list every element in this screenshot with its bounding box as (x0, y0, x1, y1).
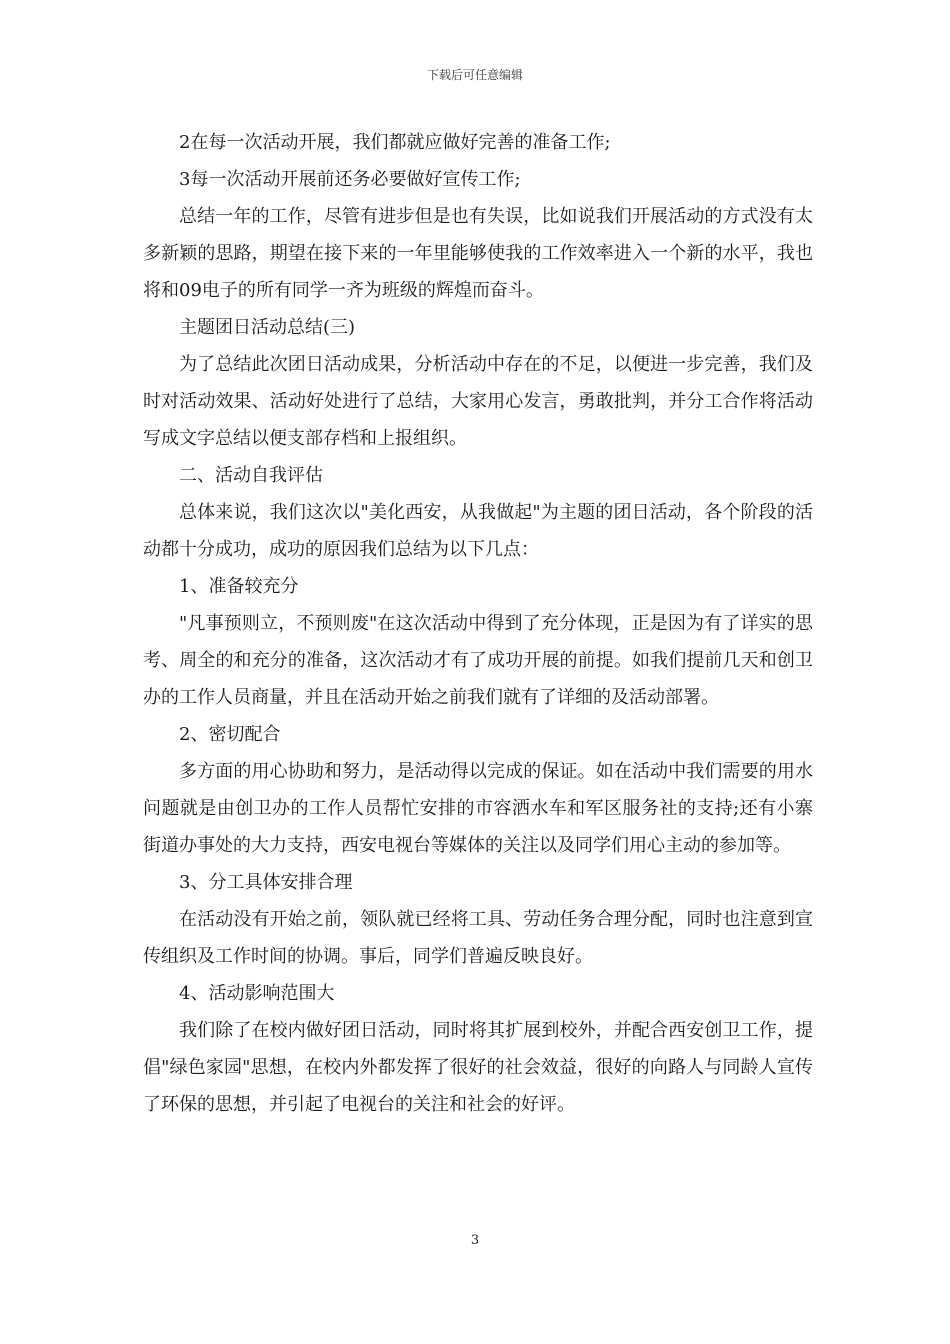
subheading-influence: 4、活动影响范围大 (179, 983, 335, 1004)
document-body (143, 124, 813, 1123)
paragraph-item-2: 2在每一次活动开展，我们都就应做好完善的准备工作; (179, 132, 611, 153)
subheading-division-of-labor: 3、分工具体安排合理 (179, 872, 353, 893)
paragraph-preparation: "凡事预则立，不预则废"在这次活动中得到了充分体现，正是因为有了详实的思考、周全的和充分的准备，这次活动才有了成功开展的前提。如我们提前几天和创卫办的工作人员商量，并且在活动开始之前我们就有了详细的及活动部署。 (143, 613, 813, 708)
paragraph-division-of-labor: 在活动没有开始之前，领队就已经将工具、劳动任务合理分配，同时也注意到宣传组织及工作时间的协调。事后，同学们普遍反映良好。 (143, 909, 813, 967)
subheading-preparation: 1、准备较充分 (179, 576, 299, 597)
subheading-cooperation: 2、密切配合 (179, 724, 281, 745)
paragraph-overall: 总体来说，我们这次以"美化西安，从我做起"为主题的团日活动，各个阶段的活动都十分成功，成功的原因我们总结为以下几点： (143, 502, 813, 560)
paragraph-item-3: 3每一次活动开展前还务必要做好宣传工作; (179, 169, 521, 190)
paragraph-year-summary: 总结一年的工作，尽管有进步但是也有失误，比如说我们开展活动的方式没有太多新颖的思路，期望在接下来的一年里能够使我的工作效率进入一个新的水平，我也将和09电子的所有同学一齐为班级的辉煌而奋斗。 (143, 206, 813, 301)
section-heading-self-evaluation: 二、活动自我评估 (179, 465, 323, 486)
paragraph-influence: 我们除了在校内做好团日活动，同时将其扩展到校外，并配合西安创卫工作，提倡"绿色家园"思想，在校内外都发挥了很好的社会效益，很好的向路人与同龄人宣传了环保的思想，并引起了电视台的关注和社会的好评。 (143, 1020, 813, 1115)
paragraph-intro: 为了总结此次团日活动成果，分析活动中存在的不足，以便进一步完善，我们及时对活动效果、活动好处进行了总结，大家用心发言，勇敢批判，并分工合作将活动写成文字总结以便支部存档和上报组织。 (143, 354, 813, 449)
page-header-note: 下载后可任意编辑 (426, 68, 523, 82)
paragraph-cooperation: 多方面的用心协助和努力，是活动得以完成的保证。如在活动中我们需要的用水问题就是由创卫办的工作人员帮忙安排的市容洒水车和军区服务社的支持;还有小寨街道办事处的大力支持，西安电视台等媒体的关注以及同学们用心主动的参加等。 (143, 761, 813, 856)
section-title: 主题团日活动总结(三) (179, 317, 356, 338)
page-number: 3 (470, 1233, 480, 1248)
